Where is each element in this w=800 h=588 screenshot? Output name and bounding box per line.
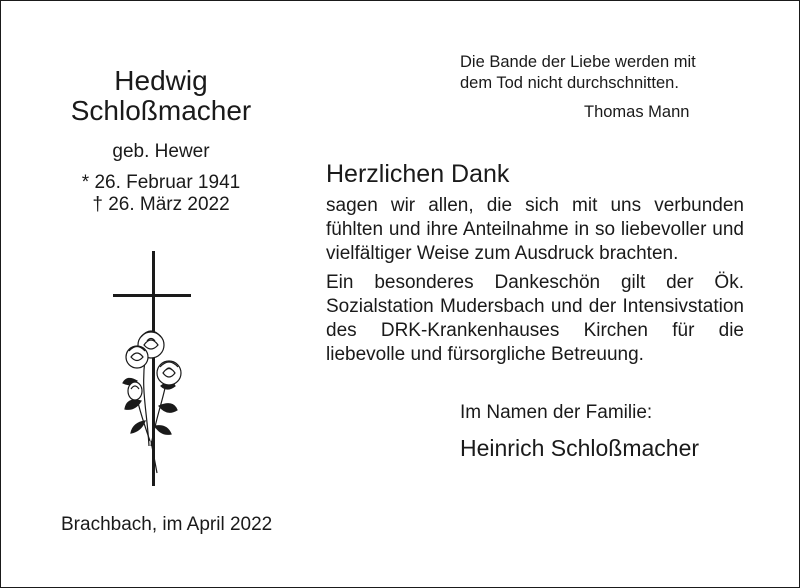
thanks-paragraph-2: Ein besonderes Dankeschön gilt der Ök. Sozialstation Mudersbach und der Intensivstation des DRK-Krankenhauses Kirchen für die liebevolle und fürsorgliche Betreuung. bbox=[326, 272, 744, 365]
thanks-heading: Herzlichen Dank bbox=[326, 160, 510, 188]
thanks-paragraph-1: sagen wir allen, die sich mit uns verbunden fühlten und ihre Anteilnahme in so liebevoller und vielfältiger Weise zum Ausdruck brachten. bbox=[326, 195, 744, 264]
deceased-last-name: Schloßmacher bbox=[70, 95, 252, 126]
quote-author: Thomas Mann bbox=[584, 103, 690, 121]
maiden-name: geb. Hewer bbox=[112, 141, 210, 162]
signature-name: Heinrich Schloßmacher bbox=[460, 435, 700, 461]
quote-line-1: Die Bande der Liebe werden mit bbox=[460, 53, 696, 71]
deceased-first-name: Hedwig bbox=[114, 65, 208, 96]
cross-with-roses-icon bbox=[101, 241, 211, 491]
death-date: † 26. März 2022 bbox=[92, 194, 230, 215]
birth-date: * 26. Februar 1941 bbox=[81, 172, 241, 193]
place-and-date: Brachbach, im April 2022 bbox=[61, 514, 273, 535]
cross-horizontal-beam bbox=[113, 294, 191, 297]
quote-line-2: dem Tod nicht durchschnitten. bbox=[460, 74, 679, 92]
signature-intro: Im Namen der Familie: bbox=[460, 402, 653, 423]
